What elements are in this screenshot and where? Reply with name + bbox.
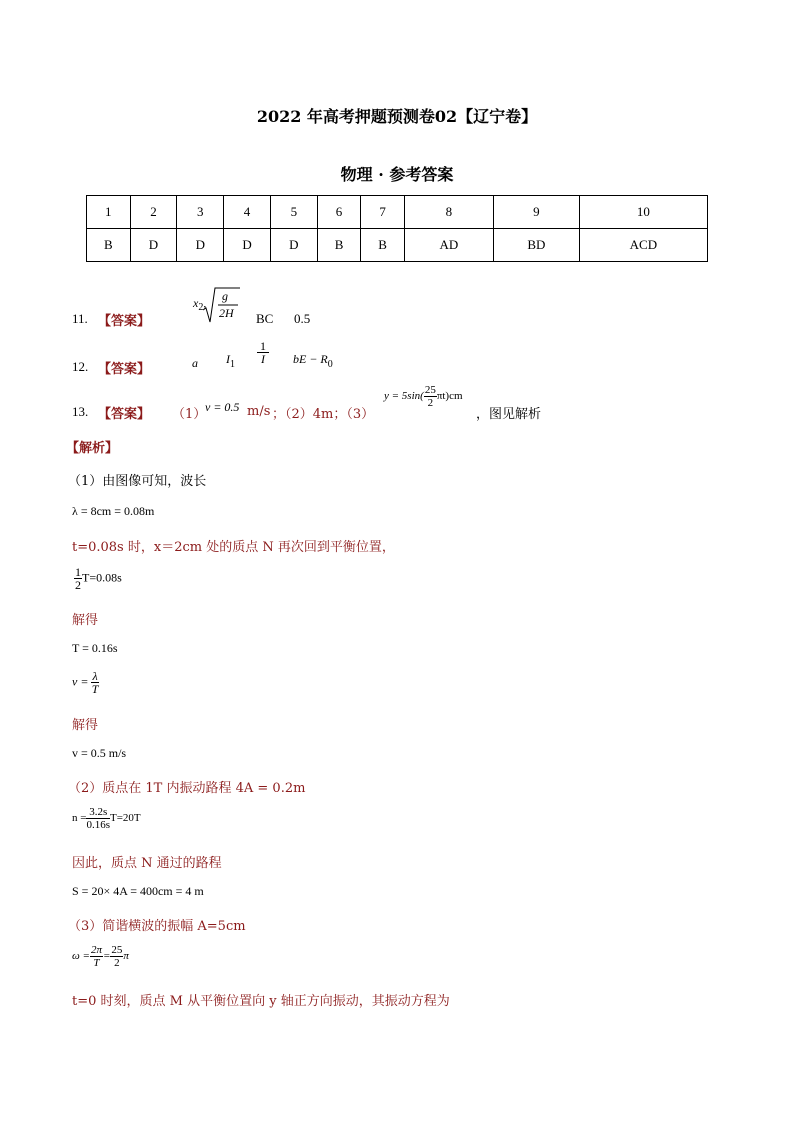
table-cell: 3 xyxy=(177,196,224,229)
answer-table xyxy=(86,195,708,262)
analysis-line-4: $\frac{1}{2}$ T=0.08s xyxy=(75,565,122,592)
table-cell: 5 xyxy=(270,196,317,229)
q11-answer-tag: 【答案】 xyxy=(98,314,151,329)
q13-velocity: v = 0.5 xyxy=(205,400,240,414)
q13-velocity-unit: m/s xyxy=(247,404,271,419)
q12-number: 12. xyxy=(72,359,89,374)
table-cell: D xyxy=(177,229,224,262)
q12-answer-fraction: $\frac{1}{I}$ xyxy=(257,340,269,365)
analysis-line-11: n = $\frac{3.2s}{0.16s}$ T=20T xyxy=(72,806,141,831)
table-cell: D xyxy=(224,229,271,262)
q12-answer-i1: $I_1$ xyxy=(226,352,235,370)
table-cell: 4 xyxy=(224,196,271,229)
q13-part2-3: ；（2）4m；（3） xyxy=(272,407,375,422)
answer-table-number-row xyxy=(87,196,708,229)
table-cell: D xyxy=(270,229,317,262)
analysis-line-2: λ = 8cm = 0.08m xyxy=(72,504,155,518)
analysis-line-9: v = 0.5 m/s xyxy=(72,746,127,760)
table-cell: B xyxy=(87,229,131,262)
table-cell: BD xyxy=(493,229,579,262)
analysis-line-12: 因此，质点 N 通过的路程 xyxy=(72,856,222,871)
table-cell: B xyxy=(361,229,405,262)
q12-answer-a: a xyxy=(192,356,198,370)
analysis-line-16: t=0 时刻，质点 M 从平衡位置向 y 轴正方向振动，其振动方程为 xyxy=(72,994,450,1009)
analysis-heading: 【解析】 xyxy=(66,441,119,456)
q11-2h: 2H xyxy=(219,306,234,320)
table-cell: AD xyxy=(404,229,493,262)
q12-answer-expression: bE − $R_0$ xyxy=(293,352,333,370)
table-cell: 7 xyxy=(361,196,405,229)
page-subtitle: 物理 · 参考答案 xyxy=(340,165,454,184)
q11-answer-3: 0.5 xyxy=(294,311,311,326)
table-cell: 8 xyxy=(404,196,493,229)
table-cell: 6 xyxy=(317,196,361,229)
analysis-line-5: 解得 xyxy=(72,613,99,628)
answer-table-answer-row xyxy=(87,229,708,262)
q12-answer-tag: 【答案】 xyxy=(98,362,151,377)
q11-x: $x_2$, xyxy=(193,296,207,313)
table-cell: 2 xyxy=(130,196,177,229)
q11-answer-2: BC xyxy=(256,311,274,326)
analysis-line-3: t=0.08s 时，x＝2cm 处的质点 N 再次回到平衡位置， xyxy=(72,540,395,555)
table-cell: B xyxy=(317,229,361,262)
q11-number: 11. xyxy=(72,311,88,326)
analysis-line-8: 解得 xyxy=(72,718,99,733)
q11-g: g xyxy=(222,289,228,303)
analysis-line-7: v = $\frac{\lambda}{T}$ xyxy=(72,669,99,696)
analysis-line-1: （1）由图像可知，波长 xyxy=(68,474,207,489)
table-cell: 10 xyxy=(579,196,707,229)
table-cell: D xyxy=(130,229,177,262)
q13-part1-label: （1） xyxy=(172,407,207,422)
analysis-line-13: S = 20× 4A = 400cm = 4 m xyxy=(72,884,204,898)
q13-number: 13. xyxy=(72,404,89,419)
analysis-line-6: T = 0.16s xyxy=(72,641,118,655)
q13-answer-tag: 【答案】 xyxy=(98,407,151,422)
table-cell: 1 xyxy=(87,196,131,229)
analysis-line-15: ω = $\frac{2\pi}{T}$ = $\frac{25}{2}$ π xyxy=(72,944,129,969)
analysis-line-10: （2）质点在 1T 内振动路程 4A = 0.2m xyxy=(68,781,306,796)
analysis-line-14: （3）简谐横波的振幅 A=5cm xyxy=(68,919,246,934)
q13-answer-tail: ，图见解析 xyxy=(476,407,542,422)
page-title: 2022 年高考押题预测卷02【辽宁卷】 xyxy=(256,107,538,126)
table-cell: ACD xyxy=(579,229,707,262)
q13-vibration-equation: y = 5sin( $\frac{25}{2}$ πt)cm xyxy=(384,384,463,409)
table-cell: 9 xyxy=(493,196,579,229)
